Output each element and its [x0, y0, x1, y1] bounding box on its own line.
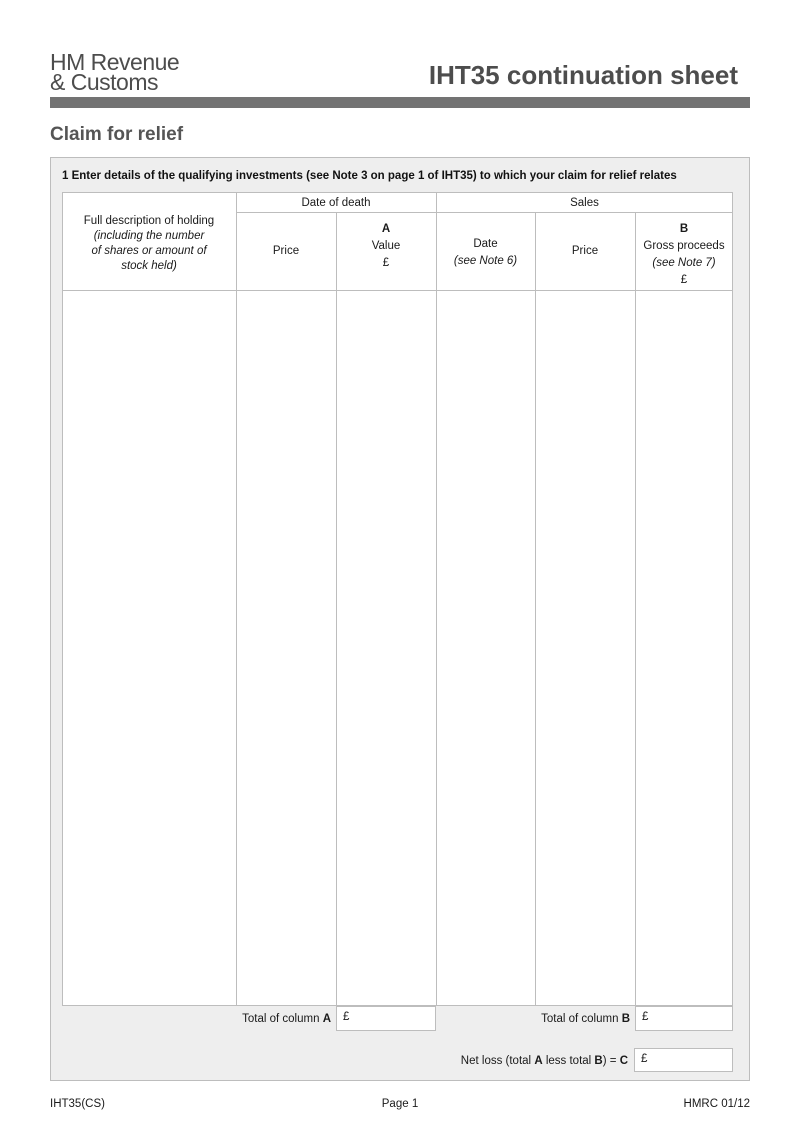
gross-letter: B: [679, 223, 689, 235]
group-sales: Sales: [570, 197, 599, 209]
logo-line-2: & Customs: [50, 69, 158, 95]
group-date-of-death: Date of death: [301, 197, 371, 209]
description-cell[interactable]: [63, 291, 236, 1005]
gross-label: Gross proceeds: [643, 240, 725, 252]
total-a-unit: £: [343, 1011, 350, 1023]
net-loss-field[interactable]: [634, 1048, 733, 1072]
logo-line-1: HM Revenue: [50, 49, 180, 75]
col-header-price-death: Price: [272, 245, 300, 257]
footer-form-code: IHT35(CS): [50, 1098, 105, 1110]
net-loss-unit: £: [641, 1053, 648, 1065]
group-header-rule: [236, 212, 733, 213]
header-rule: [50, 97, 750, 108]
total-b-unit: £: [642, 1011, 649, 1023]
description-hint-1: (including the number: [93, 230, 205, 242]
value-cell[interactable]: [337, 291, 436, 1005]
value-label: Value: [371, 240, 401, 252]
description-hint-3: stock held): [121, 260, 177, 272]
net-loss-label: Net loss (total A less total B) = C: [460, 1055, 628, 1067]
col-header-date: [436, 236, 535, 270]
question-1: 1 Enter details of the qualifying investments (see Note 3 on page 1 of IHT35) to which your claim for relief relates: [62, 170, 677, 182]
price-sales-cell[interactable]: [536, 291, 635, 1005]
value-letter: A: [381, 223, 391, 235]
description-hint-2: of shares or amount of: [91, 245, 207, 257]
gross-cell[interactable]: [636, 291, 732, 1005]
col-header-description: [62, 214, 236, 274]
description-label: Full description of holding: [83, 215, 215, 227]
col-header-price-sales: Price: [571, 245, 599, 257]
date-note: (see Note 6): [453, 255, 518, 267]
date-cell[interactable]: [437, 291, 535, 1005]
form-title: IHT35 continuation sheet: [428, 60, 738, 90]
total-b-label: Total of column B: [541, 1013, 630, 1025]
total-b-field[interactable]: [635, 1006, 733, 1031]
value-unit: £: [382, 257, 390, 269]
col-header-gross: [635, 221, 733, 289]
total-a-field[interactable]: [336, 1006, 436, 1031]
gross-note: (see Note 7): [652, 257, 716, 269]
gross-unit: £: [680, 274, 688, 286]
section-title: Claim for relief: [50, 124, 184, 145]
price-death-cell[interactable]: [237, 291, 336, 1005]
hmrc-logo: [50, 49, 180, 95]
total-a-label: Total of column A: [242, 1013, 331, 1025]
col-header-value: [336, 221, 436, 272]
date-label: Date: [473, 238, 498, 250]
footer-page-number: Page 1: [381, 1098, 419, 1110]
footer-version: HMRC 01/12: [683, 1098, 750, 1110]
